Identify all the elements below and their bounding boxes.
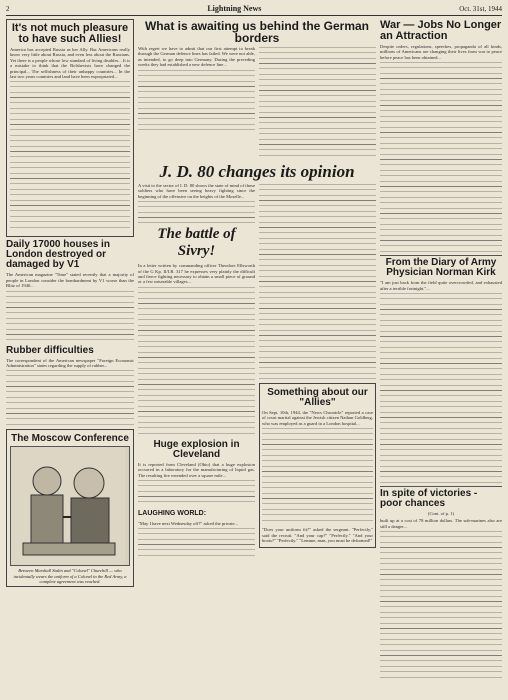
story-allies-title: It's not much pleasure to have such Allies! — [11, 22, 129, 45]
story-allies-lead: America has accepted Russia as her Ally. But Americans really know very little about Russia, and even less about the Russians. Yet there is a people whose low standard of living disables... It is a mistake to think that the Bolshevists have changed the principal... The selfishness of their unhappy countries... In the last two years countries and land have been expropriated... — [10, 47, 130, 80]
cartoon-illustration — [11, 447, 125, 565]
laughing-world-body — [138, 528, 255, 560]
victories-lead: built up at a cost of 78 million dollars. The sub-marines also are still a danger... — [380, 518, 502, 529]
headline-war-jobs: War — Jobs No Longer an Attraction — [380, 19, 502, 42]
headline-sivry: The battle of Sivry! — [157, 226, 236, 260]
jd80-lead: A visit to the sector of I. D. 80 shows the state of mind of those soldiers who have been seeing heavy fighting since the beginning of the offensive on the heights of the Moselle... — [138, 183, 255, 199]
story-rubber-title: Rubber difficulties — [6, 344, 94, 356]
moscow-cartoon — [10, 446, 130, 566]
war-jobs-body — [380, 62, 502, 252]
cleveland-body — [138, 480, 255, 506]
german-borders-lead: With regret we have to admit that our first attempt to break through the German defence lines has failed. We were not able, as intended, to go deep into Germany. During the preceding weeks they had established a new defence line... — [138, 46, 255, 68]
story-allies — [6, 19, 134, 237]
right-column — [380, 19, 502, 699]
something-allies-lead: On Sept. 10th, 1944, the "News Chronicle" reported a case of court martial against the Jewish citizen Nathan Goldberg, who was employed as a guard in a London hospital... — [262, 410, 373, 426]
left-column — [6, 19, 134, 699]
story-rubber-lead: The correspondent of the American newspaper "Foreign Economic Administration" states regarding the supply of rubber... — [6, 357, 134, 369]
jd80-body-a — [138, 201, 255, 223]
something-allies-dialogue: "Does your uniform fit?" asked the sergeant. "Perfectly," said the recruit. "And your cap?" "Perfectly." "And your boots?" "Perfectly." "Lemme, man, you must be deformed!" — [262, 527, 373, 544]
headline-german-borders: What is awaiting us behind the German borders — [144, 19, 370, 45]
laughing-world-text: "May I have next Wednesday off?" asked the private... — [138, 521, 239, 527]
headline-diary: From the Diary of Army Physician Norman Kirk — [385, 257, 497, 279]
divider — [380, 486, 502, 487]
story-allies-body — [10, 81, 130, 231]
story-london-title: Daily 17000 houses in London destroyed or damaged by V1 — [6, 239, 110, 271]
victories-continued: (Cont. of p. 1) — [427, 511, 455, 517]
sivry-body — [138, 287, 255, 437]
cartoon-caption: Between Marshall Stalin and "Colonel" Churchill — who incidentally wears the uniform of a Colonel in the Red Army, a complete agreement was reached. — [13, 568, 127, 584]
headline-victories: In spite of victories - poor chances — [380, 488, 478, 510]
center-column — [138, 19, 376, 699]
headline-something-allies: Something about our "Allies" — [267, 387, 368, 408]
story-rubber-body — [6, 370, 134, 426]
paper-name: Lightning News — [207, 4, 262, 13]
story-allies-box — [259, 383, 376, 548]
story-london-body — [6, 291, 134, 343]
war-jobs-lead: Despite orders, regulations, speeches, propaganda of all kinds, millions of Americans are changing their lives from war to peace before peace has been obtained... — [380, 44, 502, 60]
cleveland-lead: It is reported from Cleveland (Ohio) that a huge explosion occurred in a laboratory for the manufacturing of liquid gas. The resulting fire extended over a square mile... — [138, 461, 255, 478]
issue-date: Oct. 31st, 1944 — [459, 5, 502, 13]
sivry-lead: In a letter written by commanding officer Theodore Ellsworth of the G Kp. II/I.R. 317 he expresses very plainly the difficult and fierce fighting necessary to obtain a small piece of ground or a few miserable villages... — [138, 263, 255, 285]
masthead — [6, 4, 502, 16]
diary-body — [380, 293, 502, 483]
headline-cleveland: Huge explosion in Cleveland — [153, 438, 240, 460]
laughing-world-title: LAUGHING WORLD: — [138, 510, 207, 518]
diary-lead: "I am just back from the field quite overcrowded, and exhausted after a terrible fortnight."... — [380, 280, 502, 291]
story-moscow-title: The Moscow Conference — [11, 433, 129, 445]
divider — [380, 255, 502, 256]
jd80-body-b — [259, 184, 376, 380]
headline-jd80: J. D. 80 changes its opinion — [159, 162, 355, 181]
page-number: 2 — [6, 5, 10, 13]
something-allies-body — [262, 428, 373, 524]
german-borders-body-b — [259, 47, 376, 157]
story-moscow — [6, 429, 134, 587]
story-london-lead: The American magazine "Time" stated recently that a majority of people in London consider the bombardment by V1 worse than the Blitz of 1940... — [6, 272, 134, 289]
german-borders-body-a — [138, 70, 255, 132]
victories-body — [380, 531, 502, 681]
